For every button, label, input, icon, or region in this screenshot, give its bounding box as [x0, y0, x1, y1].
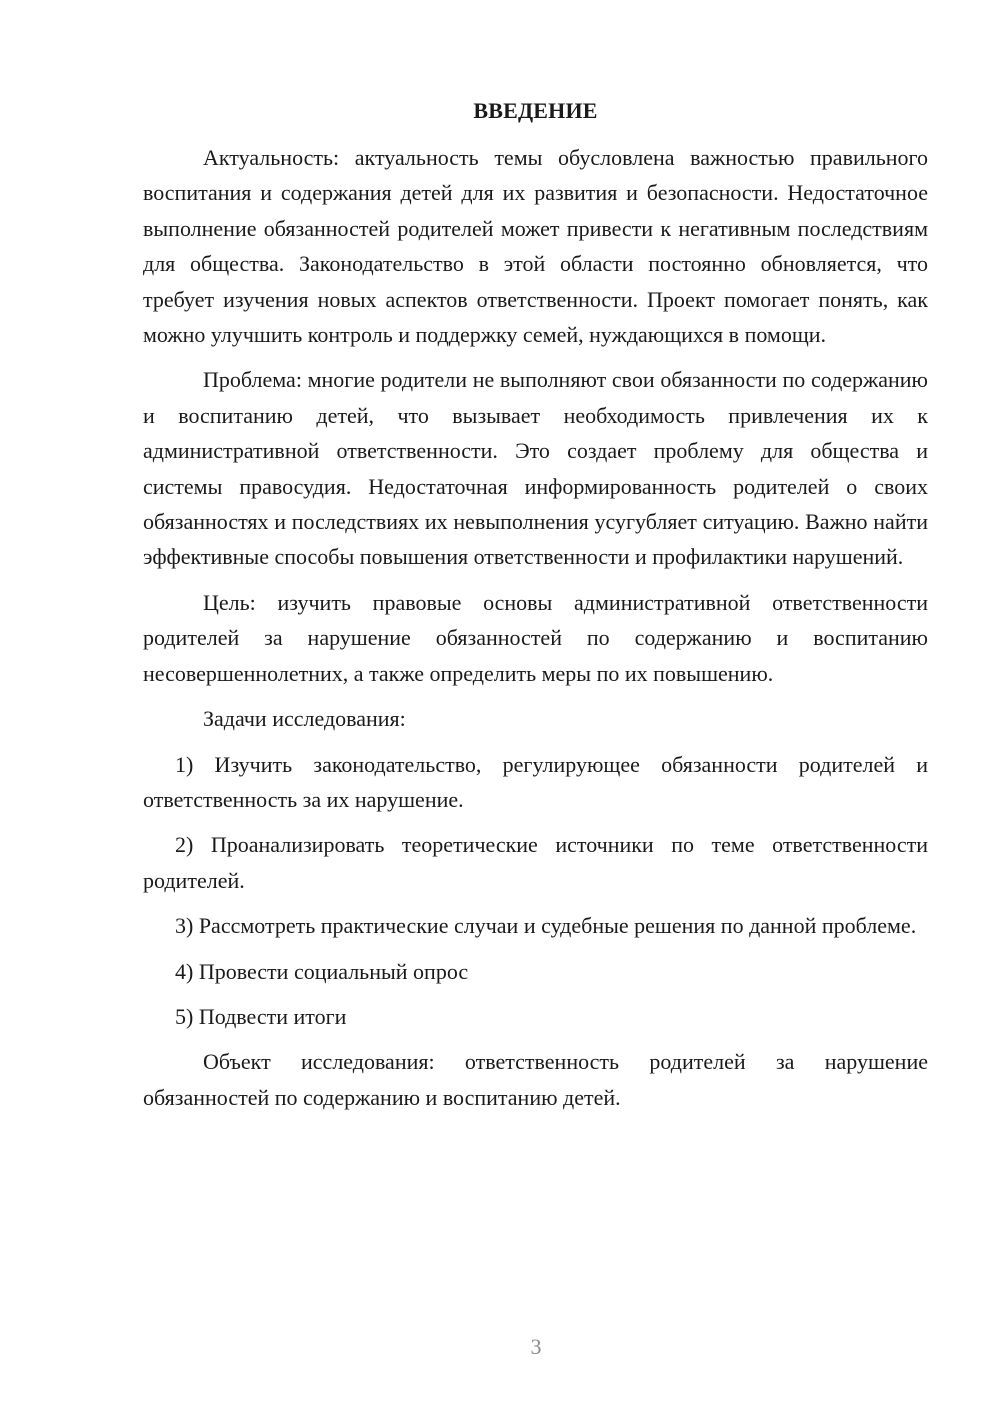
section-heading: ВВЕДЕНИЕ — [473, 98, 598, 123]
list-item: 4) Провести социальный опрос — [175, 958, 469, 984]
page-number: 3 — [530, 1334, 542, 1359]
tasks-title: Задачи исследования: — [203, 706, 406, 732]
list-item: 3) Рассмотреть практические случаи и судебные решения по данной проблеме. — [175, 913, 917, 939]
list-item: 2) Проанализировать теоретические источники по теме ответственности родителей. — [143, 832, 928, 893]
goal-paragraph: Цель: изучить правовые основы административной ответственности родителей за нарушение обязанностей по содержанию и воспитанию несовершеннолетних, а также определить меры по их повышению. — [143, 589, 928, 686]
problem-paragraph: Проблема: многие родители не выполняют свои обязанности по содержанию и воспитанию детей, что вызывает необходимость привлечения их к административной ответственности. Это создает проблему для общества и системы правосудия. Недостаточная информированность родителей о своих обязанностях и последствиях их невыполнения усугубляет ситуацию. Важно найти эффективные способы повышения ответственности и профилактики нарушений. — [143, 367, 928, 570]
tasks-list — [143, 747, 928, 1035]
page-content — [143, 96, 928, 1115]
relevance-paragraph: Актуальность: актуальность темы обусловлена важностью правильного воспитания и содержания детей для их развития и безопасности. Недостаточное выполнение обязанностей родителей может привести к негативным последствиям для общества. Законодательство в этой области постоянно обновляется, что требует изучения новых аспектов ответственности. Проект помогает понять, как можно улучшить контроль и поддержку семей, нуждающихся в помощи. — [143, 145, 928, 348]
list-item: 5) Подвести итоги — [175, 1003, 347, 1029]
list-item: 1) Изучить законодательство, регулирующее обязанности родителей и ответственность за их нарушение. — [143, 751, 928, 812]
object-paragraph: Объект исследования: ответственность родителей за нарушение обязанностей по содержанию и воспитанию детей. — [143, 1049, 928, 1110]
